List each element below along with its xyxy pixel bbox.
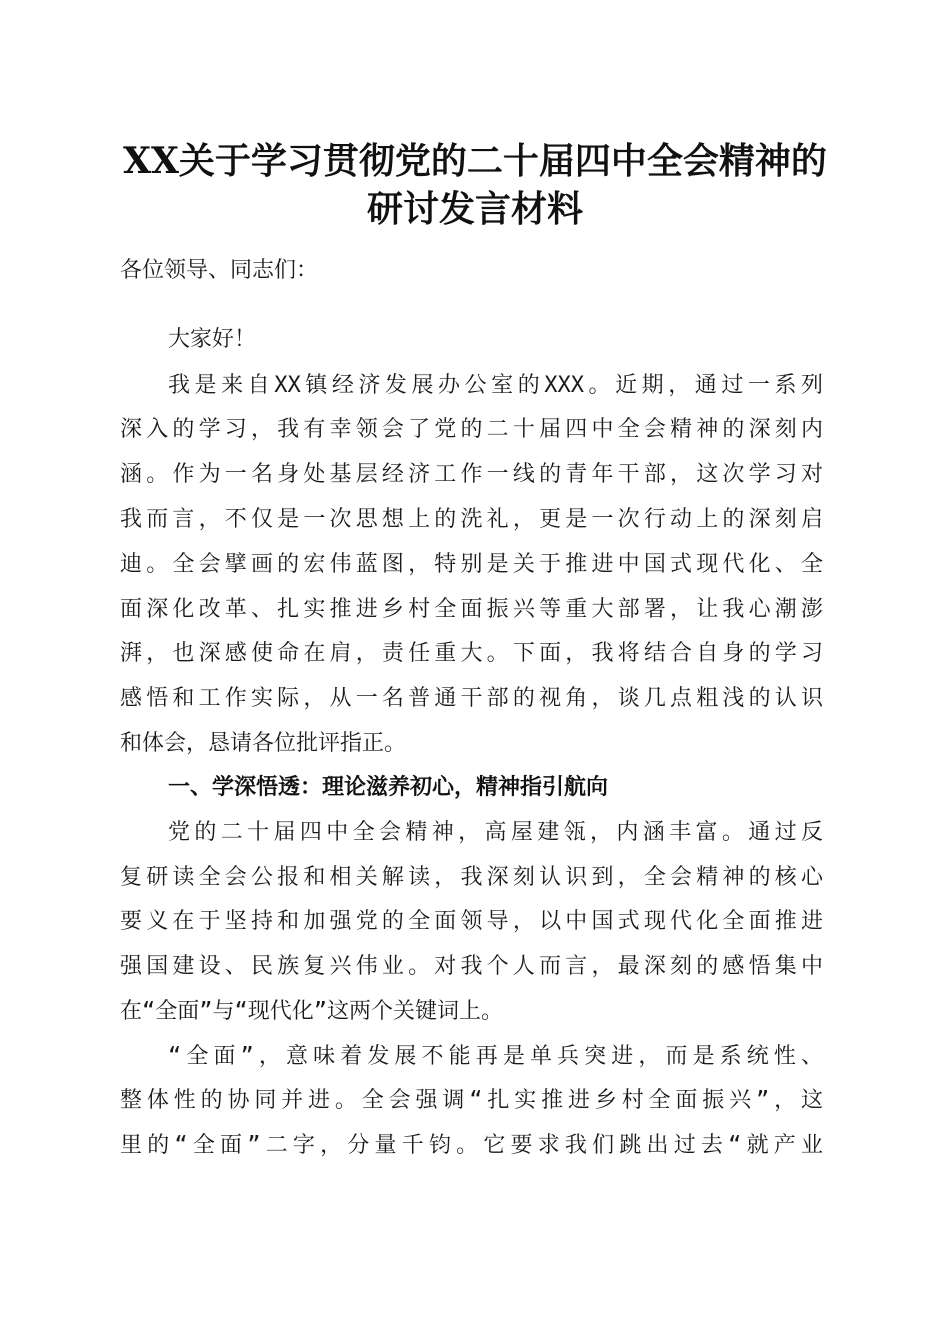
salutation: 各位领导、同志们： — [120, 258, 319, 283]
paragraph-3-line: “全面”，意味着发展不能再是单兵突进，而是系统性、 — [168, 1044, 823, 1069]
paragraph-3-line: 里的“全面”二字，分量千钧。它要求我们跳出过去“就产业 — [120, 1133, 823, 1158]
paragraph-2-line: 要义在于坚持和加强党的全面领导，以中国式现代化全面推进 — [120, 909, 823, 934]
paragraph-1-line: 深入的学习，我有幸领会了党的二十届四中全会精神的深刻内 — [120, 417, 823, 442]
paragraph-2-line: 在“全面”与“现代化”这两个关键词上。 — [120, 999, 503, 1024]
paragraph-1-line: 涵。作为一名身处基层经济工作一线的青年干部，这次学习对 — [120, 462, 823, 487]
paragraph-1-line: 感悟和工作实际，从一名普通干部的视角，谈几点粗浅的认识 — [120, 686, 823, 711]
section-1-heading: 一、学深悟透：理论滋养初心，精神指引航向 — [168, 775, 609, 800]
paragraph-2-line: 复研读全会公报和相关解读，我深刻认识到，全会精神的核心 — [120, 865, 823, 890]
paragraph-1-line: 和体会，恳请各位批评指正。 — [120, 731, 407, 756]
paragraph-2-line: 党的二十届四中全会精神，高屋建瓴，内涵丰富。通过反 — [168, 820, 823, 845]
paragraph-1-line: 我而言，不仅是一次思想上的洗礼，更是一次行动上的深刻启 — [120, 507, 823, 532]
paragraph-3-line: 整体性的协同并进。全会强调“扎实推进乡村全面振兴”，这 — [120, 1088, 823, 1113]
paragraph-1-line: 我是来自XX镇经济发展办公室的XXX。近期，通过一系列 — [168, 373, 823, 398]
paragraph-1-line: 迪。全会擘画的宏伟蓝图，特别是关于推进中国式现代化、全 — [120, 552, 823, 577]
document-title-line-1: XX关于学习贯彻党的二十届四中全会精神的 — [123, 140, 827, 182]
paragraph-2-line: 强国建设、民族复兴伟业。对我个人而言，最深刻的感悟集中 — [120, 954, 823, 979]
greeting: 大家好！ — [168, 327, 257, 352]
paragraph-1-line: 湃，也深感使命在肩，责任重大。下面，我将结合自身的学习 — [120, 641, 823, 666]
document-title-line-2: 研讨发言材料 — [366, 188, 583, 230]
paragraph-1-line: 面深化改革、扎实推进乡村全面振兴等重大部署，让我心潮澎 — [120, 597, 823, 622]
